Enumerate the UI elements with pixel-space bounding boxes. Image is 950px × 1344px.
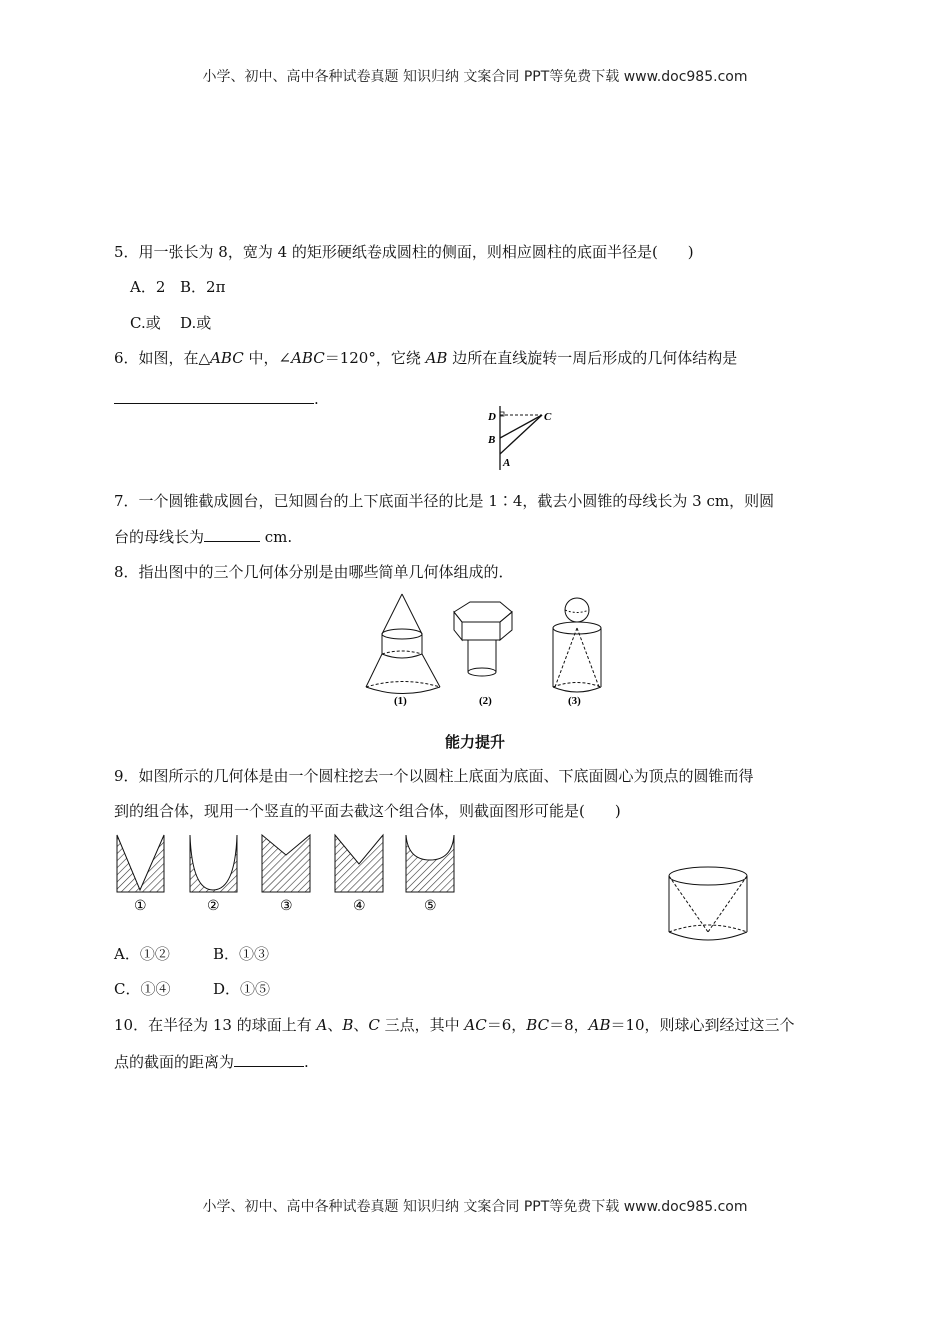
solid-3 bbox=[553, 598, 601, 692]
page-footer: 小学、初中、高中各种试卷真题 知识归纳 文案合同 PPT等免费下载 www.doc985.com bbox=[202, 1199, 748, 1215]
label-d: D bbox=[488, 411, 496, 423]
q6-answer-line: . bbox=[114, 388, 319, 409]
question-6: 6．如图，在△ABC 中，∠ABC＝120°，它绕 AB 边所在直线旋转一周后形成的几何体结构是 bbox=[114, 349, 738, 367]
q9-option-b: B．①③ bbox=[213, 945, 270, 963]
triangle-rotation-figure bbox=[484, 404, 564, 474]
question-8: 8．指出图中的三个几何体分别是由哪些简单几何体组成的． bbox=[114, 563, 514, 581]
q9-option-d: D．①⑤ bbox=[213, 980, 271, 998]
question-9-line-1: 9．如图所示的几何体是由一个圆柱挖去一个以圆柱上底面为底面、下底面圆心为顶点的圆锥而得 bbox=[114, 767, 754, 785]
section-shape-5 bbox=[406, 835, 454, 892]
hollowed-cylinder-figure bbox=[662, 862, 756, 946]
section-shape-2 bbox=[190, 835, 237, 892]
label-c: C bbox=[544, 411, 552, 423]
solid-label-1: (1) bbox=[394, 695, 407, 707]
label-b: B bbox=[488, 434, 496, 446]
question-7-line-2: 台的母线长为 cm. bbox=[114, 528, 293, 546]
question-5: 5．用一张长为 8，宽为 4 的矩形硬纸卷成圆柱的侧面，则相应圆柱的底面半径是( ) bbox=[114, 243, 694, 261]
section-heading: 能力提升 bbox=[444, 733, 505, 751]
solid-2 bbox=[454, 602, 512, 676]
question-10-line-1: 10．在半径为 13 的球面上有 A、B、C 三点，其中 AC＝6，BC＝8，AB＝10，则球心到经过这三个 bbox=[114, 1016, 795, 1034]
section-shape-1 bbox=[117, 835, 164, 892]
three-solids-figure bbox=[352, 592, 622, 717]
section-label-1: ① bbox=[134, 899, 147, 914]
question-10-line-2: 点的截面的距离为 . bbox=[114, 1053, 309, 1071]
q5-option-a: A．2 bbox=[130, 278, 166, 296]
cross-section-figures bbox=[112, 830, 472, 915]
answer-blank[interactable] bbox=[204, 526, 260, 542]
section-shape-4 bbox=[335, 835, 383, 892]
q5-option-b: B．2π bbox=[180, 278, 226, 296]
question-7-line-1: 7．一个圆锥截成圆台，已知圆台的上下底面半径的比是 1∶4，截去小圆锥的母线长为 3 cm，则圆 bbox=[114, 492, 775, 510]
label-a: A bbox=[503, 457, 511, 469]
section-label-2: ② bbox=[207, 899, 220, 914]
answer-blank[interactable] bbox=[234, 1051, 304, 1067]
q5-option-d: D.或 bbox=[180, 314, 212, 332]
solid-label-2: (2) bbox=[479, 695, 492, 707]
section-label-5: ⑤ bbox=[424, 899, 437, 914]
page-header: 小学、初中、高中各种试卷真题 知识归纳 文案合同 PPT等免费下载 www.doc985.com bbox=[202, 69, 748, 85]
q9-option-c: C．①④ bbox=[114, 980, 171, 998]
question-9-line-2: 到的组合体，现用一个竖直的平面去截这个组合体，则截面图形可能是( ) bbox=[114, 802, 621, 820]
q9-option-a: A．①② bbox=[114, 945, 170, 963]
answer-blank[interactable] bbox=[114, 388, 314, 404]
section-label-3: ③ bbox=[280, 899, 293, 914]
section-label-4: ④ bbox=[353, 899, 366, 914]
solid-1 bbox=[366, 594, 440, 694]
solid-label-3: (3) bbox=[568, 695, 581, 707]
section-shape-3 bbox=[262, 835, 310, 892]
q5-option-c: C.或 bbox=[130, 314, 161, 332]
